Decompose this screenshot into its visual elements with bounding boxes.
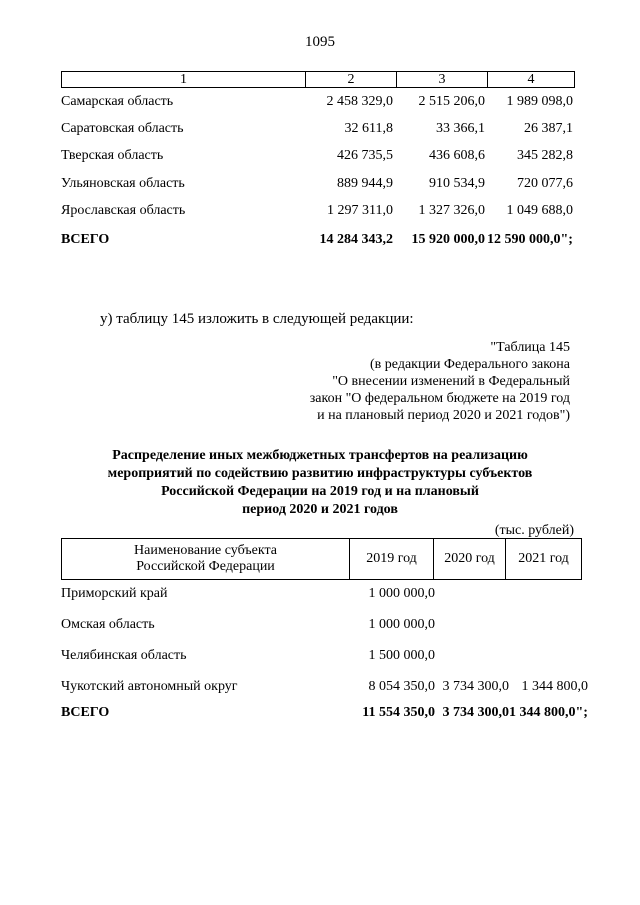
note-line: (в редакции Федерального закона (370, 357, 570, 372)
table2-header-2020: 2020 год (433, 539, 505, 579)
note-line: и на плановый период 2020 и 2021 годов") (317, 408, 570, 423)
row-value-2019: 8 054 350,0 (368, 679, 435, 694)
total-value-2019: 14 284 343,2 (319, 232, 393, 247)
row-value-2021: 1 989 098,0 (506, 94, 573, 109)
table2-header-2019: 2019 год (349, 539, 433, 579)
total-value-2020: 15 920 000,0 (411, 232, 485, 247)
table-title-line: Российской Федерации на 2019 год и на плановый (161, 484, 479, 499)
table1-header-col1: 1 (180, 72, 187, 87)
row-name: Самарская область (61, 94, 174, 109)
row-name: Ярославская область (61, 203, 186, 218)
instruction-paragraph: у) таблицу 145 изложить в следующей редакции: (100, 311, 414, 327)
row-value-2020: 1 327 326,0 (418, 203, 485, 218)
table-title-line: Распределение иных межбюджетных трансфертов на реализацию (112, 448, 528, 463)
row-value-2019: 2 458 329,0 (326, 94, 393, 109)
table1-row (0, 121, 640, 141)
total-label: ВСЕГО (61, 705, 110, 720)
row-value-2020: 3 734 300,0 (442, 679, 509, 694)
table1-total-row (0, 232, 640, 252)
table2-header (61, 538, 582, 580)
table2-total-row (0, 705, 640, 725)
table1-header-col3: 3 (396, 72, 487, 87)
table1-row (0, 148, 640, 168)
total-value-2019: 11 554 350,0 (362, 705, 435, 720)
table1-row (0, 94, 640, 114)
row-name: Челябинская область (61, 648, 187, 663)
table2-row (0, 617, 640, 637)
total-label: ВСЕГО (61, 232, 110, 247)
row-value-2019: 1 500 000,0 (368, 648, 435, 663)
row-value-2020: 910 534,9 (429, 176, 485, 191)
total-value-2020: 3 734 300,0 (442, 705, 509, 720)
table1-row (0, 203, 640, 223)
row-name: Саратовская область (61, 121, 184, 136)
row-value-2020: 2 515 206,0 (418, 94, 485, 109)
row-value-2021: 1 344 800,0 (521, 679, 588, 694)
page-number: 1095 (305, 34, 335, 50)
total-value-2021: 1 344 800,0"; (509, 705, 588, 720)
row-value-2021: 720 077,6 (517, 176, 573, 191)
row-value-2020: 33 366,1 (436, 121, 485, 136)
row-value-2021: 345 282,8 (517, 148, 573, 163)
row-name: Чукотский автономный округ (61, 679, 238, 694)
row-value-2019: 1 000 000,0 (368, 617, 435, 632)
row-value-2019: 32 611,8 (344, 121, 393, 136)
row-name: Тверская область (61, 148, 164, 163)
table1-header-col4: 4 (487, 72, 574, 87)
row-value-2021: 1 049 688,0 (506, 203, 573, 218)
units-label: (тыс. рублей) (494, 523, 574, 538)
table2-row (0, 586, 640, 606)
row-name: Приморский край (61, 586, 168, 601)
table-title-line: мероприятий по содействию развитию инфраструктуры субъектов (107, 466, 533, 481)
note-line: "О внесении изменений в Федеральный (332, 374, 570, 389)
row-value-2019: 1 297 311,0 (327, 203, 393, 218)
note-line: "Таблица 145 (490, 340, 570, 355)
row-value-2021: 26 387,1 (524, 121, 573, 136)
table2-header-2021: 2021 год (505, 539, 581, 579)
row-value-2019: 889 944,9 (337, 176, 393, 191)
table2-header-subject: Наименование субъекта Российской Федерации (134, 543, 277, 574)
table2-row (0, 679, 640, 699)
row-value-2019: 1 000 000,0 (368, 586, 435, 601)
note-line: закон "О федеральном бюджете на 2019 год (309, 391, 570, 406)
table1-header-col2: 2 (305, 72, 396, 87)
table1-header (61, 71, 575, 88)
row-value-2020: 436 608,6 (429, 148, 485, 163)
table2-row (0, 648, 640, 668)
row-name: Ульяновская область (61, 176, 185, 191)
table1-row (0, 176, 640, 196)
table-title-line: период 2020 и 2021 годов (242, 502, 398, 517)
row-value-2019: 426 735,5 (337, 148, 393, 163)
row-name: Омская область (61, 617, 155, 632)
total-value-2021: 12 590 000,0"; (487, 232, 573, 247)
